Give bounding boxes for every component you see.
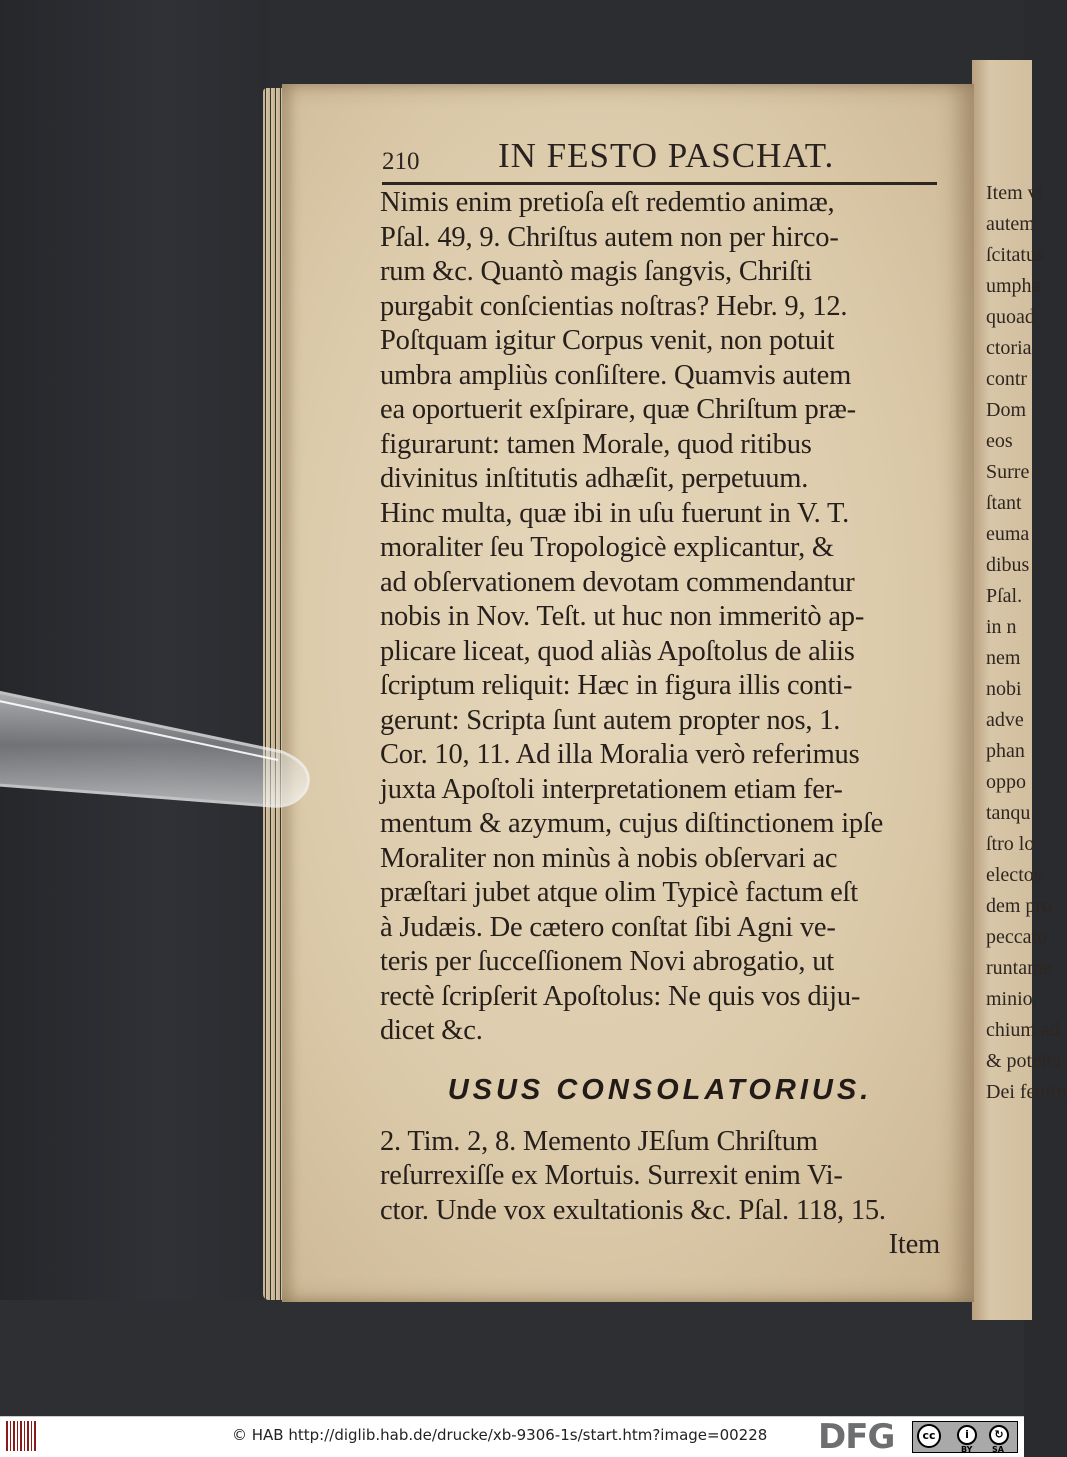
text-line: moraliter ſeu Tropologicè explicantur, & — [380, 532, 834, 563]
dfg-logo: DFG — [818, 1417, 895, 1457]
backdrop-bottom — [0, 1300, 1024, 1416]
text-line: divinitus inſtitutis adhæſit, perpetuum. — [380, 463, 809, 494]
facing-page-fragment: autem — [986, 213, 1035, 235]
facing-page-text — [986, 178, 1067, 1108]
text-line: purgabit conſcientias noſtras? Hebr. 9, 12. — [380, 290, 848, 322]
facing-page-fragment: nem — [986, 647, 1021, 669]
text-line: umbra ampliùs conſiſtere. Quamvis autem — [380, 359, 852, 391]
body-text — [380, 186, 940, 1263]
facing-page-fragment: quoad — [986, 306, 1035, 328]
facing-page-fragment: ctoria — [986, 337, 1032, 359]
license-sa-label: SA — [992, 1445, 1004, 1454]
text-line: ctor. Unde vox exultationis &c. Pſal. 118, 15. — [380, 1194, 886, 1226]
facing-page-fragment: chium ad — [986, 1019, 1060, 1041]
page-edges — [263, 88, 283, 1300]
text-line: juxta Apoſtoli interpretationem etiam fer- — [380, 773, 843, 805]
catchword: Item — [888, 1229, 940, 1260]
text-line: rum &c. Quantò magis ſangvis, Chriſti — [380, 256, 812, 287]
facing-page-fragment: electos — [986, 864, 1042, 886]
text-line: gerunt: Scripta ſunt autem propter nos, 1. — [380, 704, 841, 736]
barcode-icon — [6, 1421, 38, 1451]
facing-page-fragment: peccato — [986, 926, 1048, 948]
facing-page-fragment: nobi — [986, 678, 1022, 700]
backdrop-left — [0, 0, 270, 1416]
page-header — [382, 136, 942, 182]
text-line: ſcriptum reliquit: Hæc in figura illis conti- — [380, 670, 853, 701]
text-line: 2. Tim. 2, 8. Memento JEſum Chriſtum — [380, 1125, 818, 1157]
running-title: IN FESTO PASCHAT. — [498, 136, 835, 175]
facing-page-fragment: Surre — [986, 461, 1030, 483]
text-line: teris per ſucceſſionem Novi abrogatio, ut — [380, 946, 834, 977]
facing-page-fragment: in n — [986, 616, 1017, 638]
license-by-label: BY — [961, 1445, 973, 1454]
facing-page-fragment: tanqu — [986, 802, 1031, 824]
facing-page-fragment: minio, — [986, 988, 1038, 1010]
attribution-icon: i — [957, 1425, 977, 1445]
text-line: Hinc multa, quæ ibi in uſu fuerunt in V. T. — [380, 497, 850, 529]
text-line: præſtari jubet atque olim Typicè factum eſt — [380, 877, 858, 908]
text-line: à Judæis. De cætero conſtat ſibi Agni ve- — [380, 911, 836, 943]
section-heading: USUS CONSOLATORIUS. — [447, 1073, 873, 1106]
facing-page-fragment: Dei fenſin — [986, 1081, 1067, 1103]
facing-page-fragment: Pſal. — [986, 585, 1023, 607]
text-line: Nimis enim pretioſa eſt redemtio animæ, — [380, 187, 835, 218]
source-link[interactable]: © HAB http://diglib.hab.de/drucke/xb-9306-1s/start.htm?image=00228 — [232, 1426, 768, 1444]
header-rule — [382, 182, 937, 185]
facing-page-fragment: euma — [986, 523, 1030, 545]
text-line: Cor. 10, 11. Ad illa Moralia verò referimus — [380, 739, 860, 770]
text-line: mentum & azymum, cujus diſtinctionem ipſe — [380, 808, 884, 839]
cc-icon: cc — [917, 1424, 941, 1448]
facing-page-fragment: phan — [986, 740, 1025, 762]
text-line: Moraliter non minùs à nobis obſervari ac — [380, 842, 838, 874]
text-line: dicet &c. — [380, 1015, 483, 1046]
facing-page-fragment: contr — [986, 368, 1028, 390]
facing-page-fragment: ſtro lo — [986, 833, 1035, 855]
text-line: Poſtquam igitur Corpus venit, non potuit — [380, 325, 835, 356]
facing-page-fragment: dem pro — [986, 895, 1053, 917]
book-page — [282, 84, 974, 1302]
facing-page-fragment: runtame — [986, 957, 1052, 979]
share-alike-icon: ↻ — [989, 1425, 1009, 1445]
footer-bar — [0, 1416, 1024, 1457]
text-line: rectè ſcripſerit Apoſtolus: Ne quis vos diju- — [380, 980, 861, 1012]
facing-page-fragment: ſtant — [986, 492, 1022, 514]
text-line: reſurrexiſſe ex Mortuis. Surrexit enim Vi- — [380, 1160, 843, 1191]
text-line: ad obſervationem devotam commendantur — [380, 566, 855, 598]
text-line: nobis in Nov. Teſt. ut huc non immeritò ap- — [380, 601, 865, 632]
facing-page-fragment: eos — [986, 430, 1013, 452]
facing-page-fragment: umpha — [986, 275, 1041, 297]
text-line: ea oportuerit exſpirare, quæ Chriſtum præ- — [380, 394, 856, 425]
facing-page-fragment: ſcitatus — [986, 244, 1044, 266]
facing-page-fragment: adve — [986, 709, 1024, 731]
facing-page-fragment: Dom — [986, 399, 1026, 421]
facing-page — [972, 60, 1067, 1320]
text-line: Pſal. 49, 9. Chriſtus autem non per hirco- — [380, 221, 839, 253]
facing-page-fragment: & poteſta — [986, 1050, 1061, 1072]
page-number: 210 — [382, 148, 420, 175]
text-line: plicare liceat, quod aliàs Apoſtolus de aliis — [380, 635, 855, 667]
facing-page-fragment: Item vi — [986, 182, 1044, 204]
section-gap — [380, 1049, 940, 1061]
cc-license-badge[interactable] — [912, 1421, 1018, 1453]
facing-page-fragment: dibus — [986, 554, 1030, 576]
text-line: figurarunt: tamen Morale, quod ritibus — [380, 428, 812, 460]
facing-page-fragment: oppo — [986, 771, 1026, 793]
